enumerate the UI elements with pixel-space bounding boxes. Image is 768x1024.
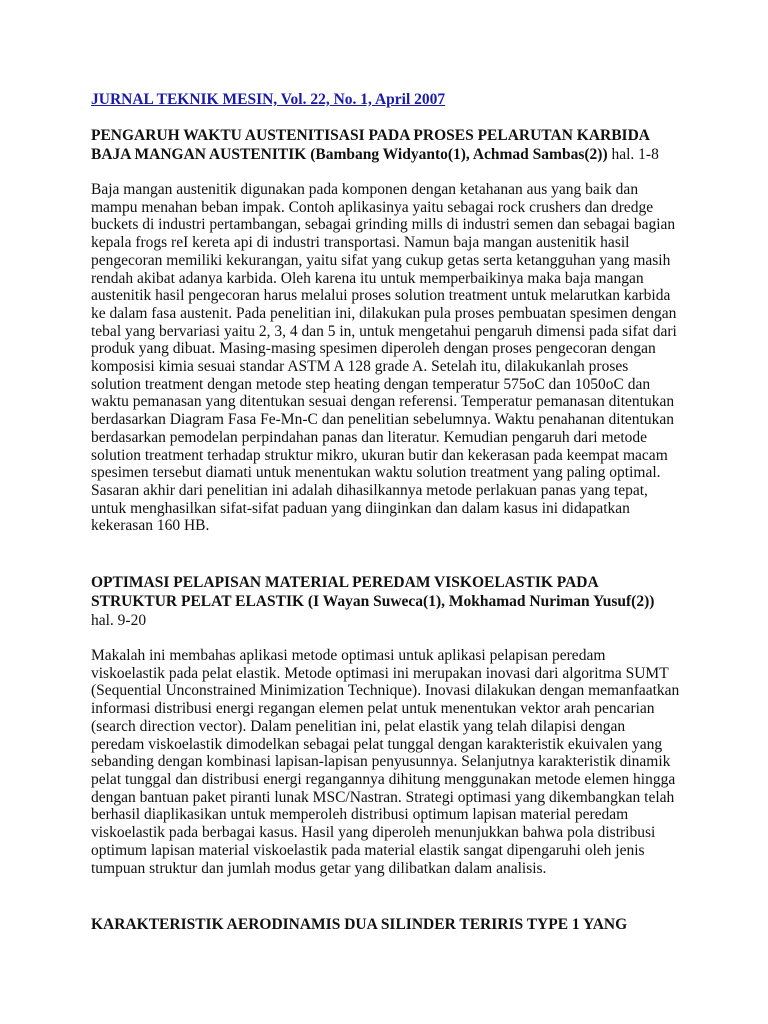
article-1	[91, 126, 681, 535]
article-3	[91, 915, 681, 934]
article-1-pages: hal. 1-8	[611, 146, 659, 163]
article-1-heading	[91, 126, 681, 164]
article-2-title: OPTIMASI PELAPISAN MATERIAL PEREDAM VISKOELASTIK PADA STRUKTUR PELAT ELASTIK	[91, 574, 598, 611]
article-1-title: PENGARUH WAKTU AUSTENITISASI PADA PROSES PELARUTAN KARBIDA BAJA MANGAN AUSTENITIK	[91, 127, 650, 163]
article-2-abstract: Makalah ini membahas aplikasi metode optimasi untuk aplikasi pelapisan peredam viskoelastik pada pelat elastik. Metode optimasi ini merupakan inovasi dari algoritma SUMT (Sequential Unconstrained Minimization Technique). Inovasi dilakukan dengan memanfaatkan informasi distribusi energi regangan elemen pelat untuk menentukan vektor arah pencarian (search direction vector). Dalam penelitian ini, pelat elastik yang telah dilapisi dengan peredam viskoelastik dimodelkan sebagai pelat tunggal dengan karakteristik ekuivalen yang sebanding dengan kombinasi lapisan-lapisan penyusunnya. Selanjutnya karakteristik dinamik pelat tunggal dan distribusi energi regangannya dihitung menggunakan metode elemen hingga dengan bantuan paket piranti lunak MSC/Nastran. Strategi optimasi yang dikembangkan telah berhasil diaplikasikan untuk memperoleh distribusi optimum lapisan material peredam viskoelastik pada berbagai kasus. Hasil yang diperoleh menunjukkan bahwa pola distribusi optimum lapisan material viskoelastik pada material elastik sangat dipengaruhi oleh jenis tumpuan struktur dan jumlah modus getar yang dilibatkan dalam analisis.	[91, 647, 680, 877]
article-2	[91, 573, 681, 877]
article-2-authors: (I Wayan Suweca(1), Mokhamad Nuriman Yusuf(2))	[307, 593, 655, 611]
journal-citation-link[interactable]: JURNAL TEKNIK MESIN, Vol. 22, No. 1, April 2007	[91, 91, 446, 108]
article-3-heading	[91, 915, 681, 934]
article-2-heading	[91, 573, 681, 630]
article-3-title: KARAKTERISTIK AERODINAMIS DUA SILINDER TERIRIS TYPE 1 YANG	[91, 916, 628, 934]
article-1-abstract: Baja mangan austenitik digunakan pada komponen dengan ketahanan aus yang baik dan mampu menahan beban impak. Contoh aplikasinya yaitu sebagai rock crushers dan dredge buckets di industri pertambangan, sebagai grinding mills di industri semen dan sebagai bagian kepala frogs reI kereta api di industri transportasi. Namun baja mangan austenitik hasil pengecoran memiliki kekurangan, yaitu sifat yang cukup getas serta ketangguhan yang masih rendah akibat adanya karbida. Oleh karena itu untuk memperbaikinya maka baja mangan austenitik hasil pengecoran harus melalui proses solution treatment untuk melarutkan karbida ke dalam fasa austenit. Pada penelitian ini, dilakukan pula proses pembuatan spesimen dengan tebal yang bervariasi yaitu 2, 3, 4 dan 5 in, untuk mengetahui pengaruh dimensi pada sifat dari produk yang dibuat. Masing-masing spesimen diperoleh dengan proses pengecoran dengan komposisi kimia sesuai standar ASTM A 128 grade A. Setelah itu, dilakukanlah proses solution treatment dengan metode step heating dengan temperatur 575oC dan 1050oC dan waktu pemanasan yang ditentukan sesuai dengan referensi. Temperatur pemanasan ditentukan berdasarkan Diagram Fasa Fe-Mn-C dan penelitian sebelumnya. Waktu penahanan ditentukan berdasarkan pemodelan perpindahan panas dan literatur. Kemudian pengaruh dari metode solution treatment terhadap struktur mikro, ukuran butir dan kekerasan pada keempat macam spesimen tersebut diamati untuk menentukan waktu solution treatment yang paling optimal. Sasaran akhir dari penelitian ini adalah dihasilkannya metode perlakuan panas yang tepat, untuk menghasilkan sifat-sifat paduan yang diinginkan dan dalam kasus ini didapatkan kekerasan 160 HB.	[91, 181, 677, 535]
journal-header	[91, 90, 681, 110]
document-page	[91, 90, 681, 934]
article-2-pages: hal. 9-20	[91, 612, 147, 630]
article-1-authors: (Bambang Widyanto(1), Achmad Sambas(2))	[310, 146, 608, 163]
